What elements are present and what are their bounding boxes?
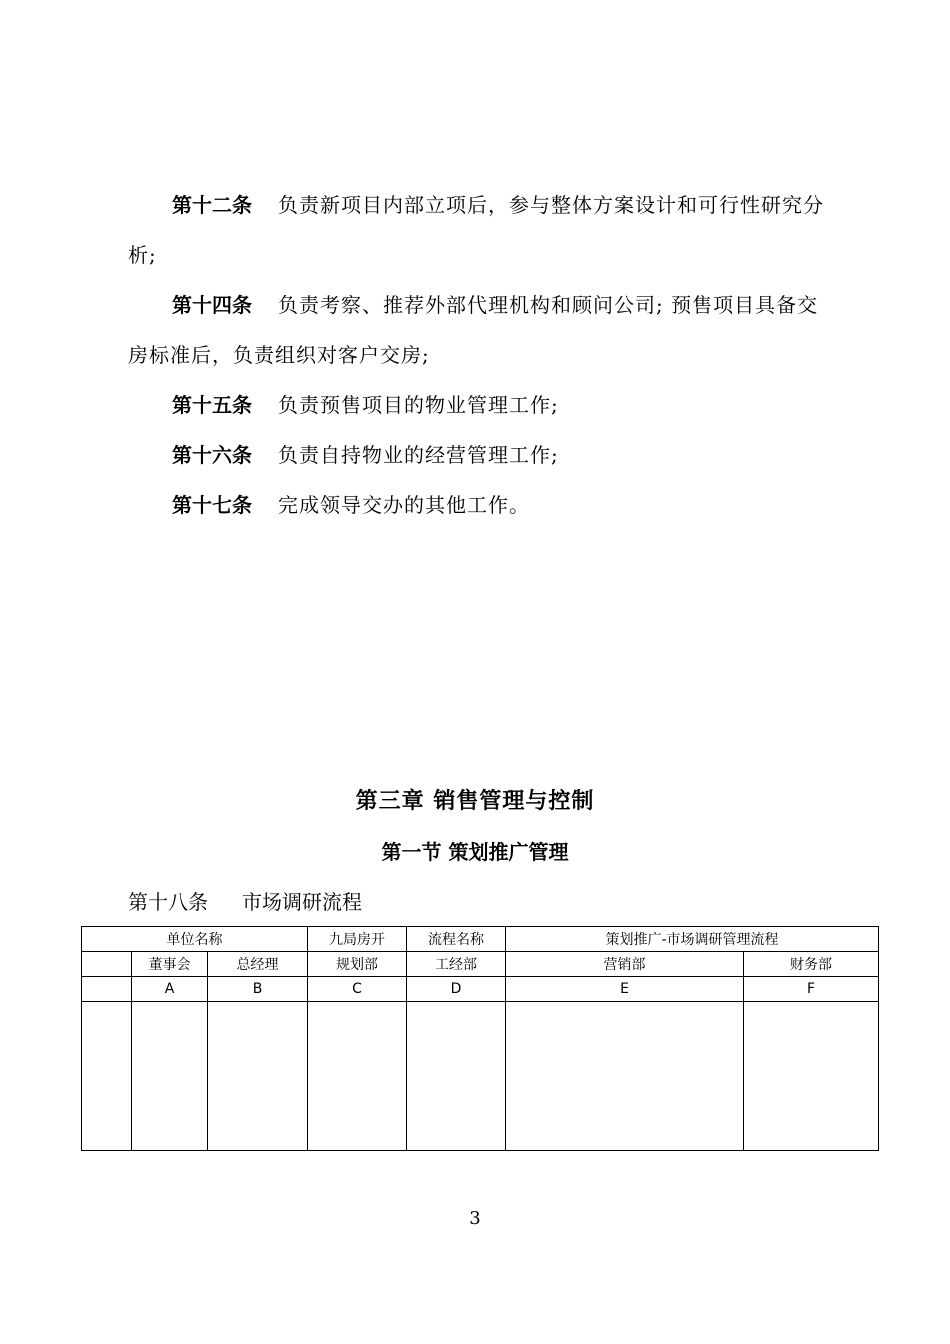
code-cell: A bbox=[132, 977, 208, 1002]
code-cell: F bbox=[744, 977, 879, 1002]
department-cell: 规划部 bbox=[308, 952, 407, 977]
article-12-label: 第十二条 bbox=[172, 193, 252, 217]
code-cell: B bbox=[208, 977, 308, 1002]
flow-cell bbox=[82, 1002, 132, 1151]
article-14-text: 负责考察、推荐外部代理机构和顾问公司; 预售项目具备交房标准后，负责组织对客户交房; bbox=[128, 293, 819, 367]
article-17 bbox=[128, 480, 838, 530]
process-flow-table bbox=[81, 926, 879, 1151]
article-14-label: 第十四条 bbox=[172, 293, 252, 317]
code-row bbox=[82, 977, 879, 1002]
flow-cell bbox=[208, 1002, 308, 1151]
article-16-label: 第十六条 bbox=[172, 443, 252, 467]
department-blank-cell bbox=[82, 952, 132, 977]
flow-cell bbox=[407, 1002, 506, 1151]
article-12 bbox=[128, 180, 838, 280]
article-15 bbox=[128, 380, 838, 430]
flow-cell bbox=[132, 1002, 208, 1151]
article-14 bbox=[128, 280, 838, 380]
department-cell: 工经部 bbox=[407, 952, 506, 977]
article-18 bbox=[128, 886, 362, 915]
flow-cell bbox=[308, 1002, 407, 1151]
flow-body-row bbox=[82, 1002, 879, 1151]
department-cell: 财务部 bbox=[744, 952, 879, 977]
unit-name-value: 九局房开 bbox=[308, 927, 407, 952]
article-18-label: 第十八条 bbox=[128, 890, 208, 914]
process-name-label: 流程名称 bbox=[407, 927, 506, 952]
unit-name-label: 单位名称 bbox=[82, 927, 308, 952]
code-cell: C bbox=[308, 977, 407, 1002]
article-12-text: 负责新项目内部立项后，参与整体方案设计和可行性研究分析; bbox=[128, 193, 824, 267]
flow-cell bbox=[744, 1002, 879, 1151]
page-number: 3 bbox=[469, 1208, 481, 1229]
code-cell: E bbox=[506, 977, 744, 1002]
article-17-text: 完成领导交办的其他工作。 bbox=[278, 493, 530, 517]
article-15-label: 第十五条 bbox=[172, 393, 252, 417]
article-16-text: 负责自持物业的经营管理工作; bbox=[278, 443, 559, 467]
code-cell: D bbox=[407, 977, 506, 1002]
flow-cell bbox=[506, 1002, 744, 1151]
article-15-text: 负责预售项目的物业管理工作; bbox=[278, 393, 559, 417]
article-16 bbox=[128, 430, 838, 480]
table-header-row bbox=[82, 927, 879, 952]
article-17-label: 第十七条 bbox=[172, 493, 252, 517]
code-blank-cell bbox=[82, 977, 132, 1002]
department-cell: 营销部 bbox=[506, 952, 744, 977]
section-title: 第一节 策划推广管理 bbox=[381, 840, 569, 864]
department-row bbox=[82, 952, 879, 977]
department-cell: 董事会 bbox=[132, 952, 208, 977]
department-cell: 总经理 bbox=[208, 952, 308, 977]
process-name-value: 策划推广-市场调研管理流程 bbox=[506, 927, 879, 952]
article-18-text: 市场调研流程 bbox=[242, 890, 362, 914]
chapter-title: 第三章 销售管理与控制 bbox=[355, 789, 595, 814]
